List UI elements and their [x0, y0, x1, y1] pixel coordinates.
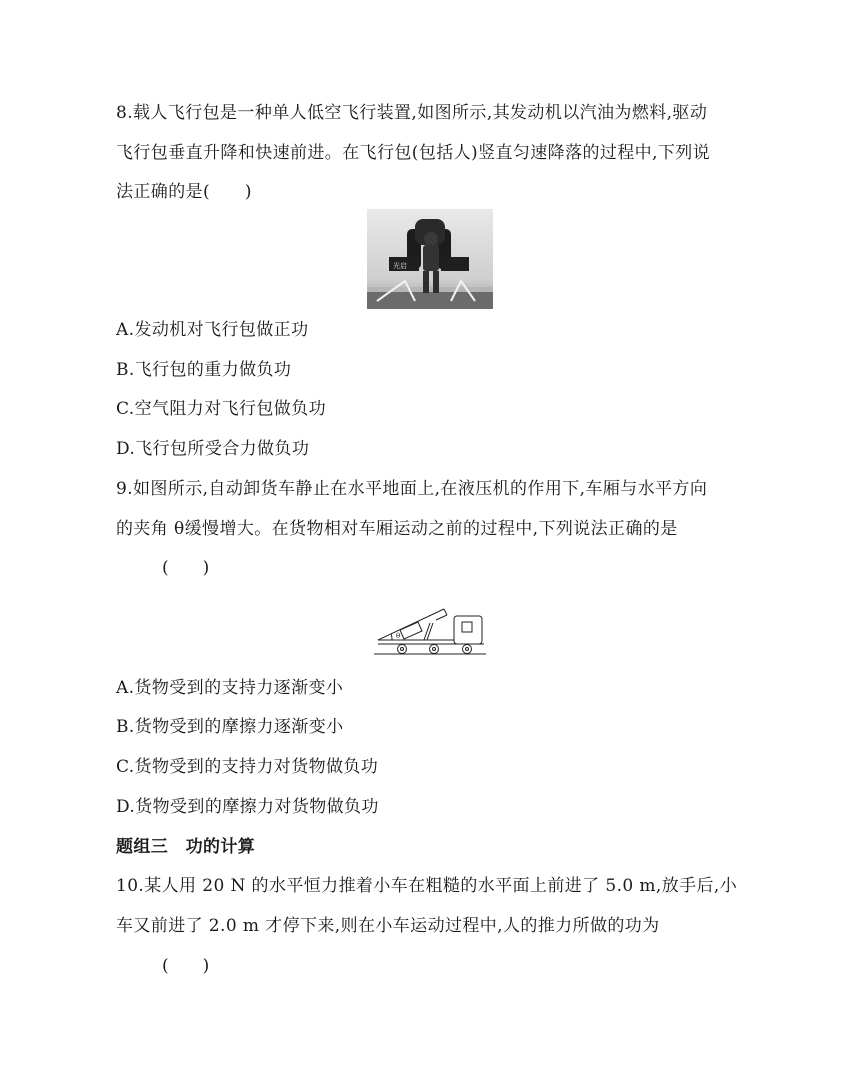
q8-option-c: C.空气阻力对飞行包做负功: [116, 399, 327, 419]
jetpack-brand-text: 光启: [393, 262, 407, 270]
q8-option-d: D.飞行包所受合力做负功: [116, 439, 310, 459]
q8-option-a: A.发动机对飞行包做正功: [116, 320, 309, 340]
q9-option-d: D.货物受到的摩擦力对货物做负功: [116, 797, 379, 817]
q9-stem-line-2: 的夹角 θ缓慢增大。在货物相对车厢运动之前的过程中,下列说法正确的是: [116, 519, 678, 539]
q8-stem-line-1: 8.载人飞行包是一种单人低空飞行装置,如图所示,其发动机以汽油为燃料,驱动: [116, 103, 708, 123]
q10-stem-line-2: 车又前进了 2.0 m 才停下来,则在小车运动过程中,人的推力所做的功为: [116, 916, 660, 936]
q9-option-b: B.货物受到的摩擦力逐渐变小: [116, 717, 344, 737]
q9-option-a: A.货物受到的支持力逐渐变小: [116, 678, 344, 698]
dump-truck-diagram: [374, 596, 486, 660]
jetpack-photo: [367, 209, 493, 309]
angle-theta-label: θ: [396, 632, 401, 640]
q8-stem-line-2: 飞行包垂直升降和快速前进。在飞行包(包括人)竖直匀速降落的过程中,下列说: [116, 143, 711, 163]
q10-stem-line-1: 10.某人用 20 N 的水平恒力推着小车在粗糙的水平面上前进了 5.0 m,放手后,小: [116, 876, 738, 896]
q10-answer-paren: ( ): [162, 956, 210, 976]
q9-answer-paren: ( ): [162, 558, 210, 578]
section-heading: 题组三 功的计算: [116, 837, 256, 857]
q8-option-b: B.飞行包的重力做负功: [116, 360, 292, 380]
q9-option-c: C.货物受到的支持力对货物做负功: [116, 757, 379, 777]
q8-stem-line-3: 法正确的是( ): [116, 182, 252, 202]
q9-stem-line-1: 9.如图所示,自动卸货车静止在水平地面上,在液压机的作用下,车厢与水平方向: [116, 479, 708, 499]
